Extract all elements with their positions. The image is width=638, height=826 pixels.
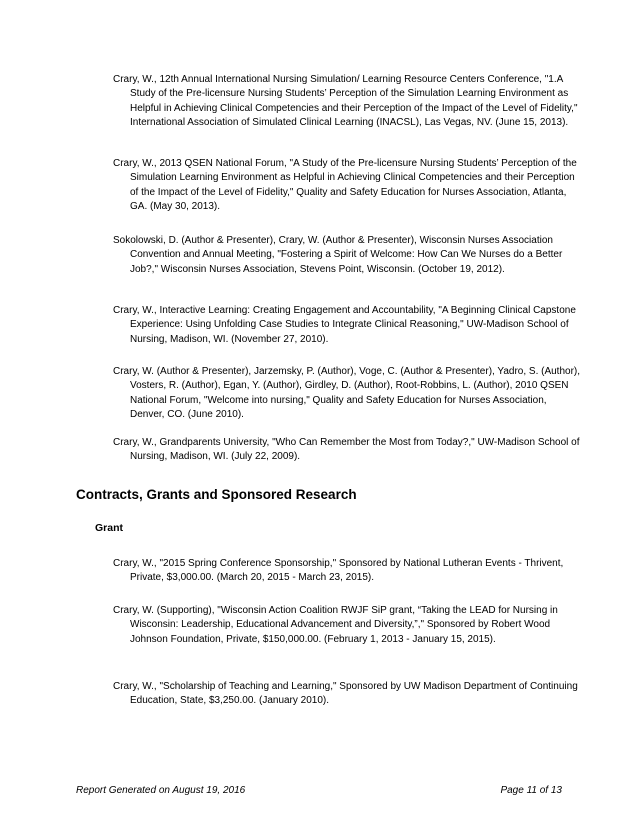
presentation-entry: Sokolowski, D. (Author & Presenter), Crary, W. (Author & Presenter), Wisconsin Nurses Association Convention and Annual Meeting, "Fostering a Spirit of Welcome: How Can We Nurses do a Better Job?," Wisconsin Nurses Association, Stevens Point, Wisconsin. (October 19, 2012). (113, 235, 563, 275)
presentation-entry: Crary, W., Interactive Learning: Creating Engagement and Accountability, "A Beginning Clinical Capstone Experience: Using Unfolding Case Studies to Integrate Clinical Reasoning," UW-Madison School of Nursing, Madison, WI. (November 27, 2010). (113, 305, 576, 345)
grant-entry: Crary, W., "Scholarship of Teaching and Learning," Sponsored by UW Madison Department of Continuing Education, State, $3,250.00. (January 2010). (113, 681, 578, 707)
grant-entry: Crary, W., "2015 Spring Conference Sponsorship," Sponsored by National Lutheran Events - Thrivent, Private, $3,000.00. (March 20, 2015 - March 23, 2015). (113, 558, 564, 584)
presentation-entry: Crary, W. (Author & Presenter), Jarzemsky, P. (Author), Voge, C. (Author & Presenter), Yadro, S. (Author), Vosters, R. (Author), Egan, Y. (Author), Girdley, D. (Author), Root-Robbins, L. (Author), 2010 QSEN National Forum, "Welcome into nursing," Quality and Safety Education for Nurses Association, Denver, CO. (June 2010). (113, 366, 581, 421)
footer-page-number: Page 11 of 13 (500, 785, 562, 796)
presentation-entry: Crary, W., 2013 QSEN National Forum, "A Study of the Pre-licensure Nursing Students’ Perception of the Simulation Learning Environment as Helpful in Achieving Clinical Competencies and their Perception of the Impact of the Level of Fidelity," Quality and Safety Education for Nurses Association, Atlanta, GA. (May 30, 2013). (113, 158, 577, 213)
section-heading: Contracts, Grants and Sponsored Research (76, 487, 357, 502)
presentation-entry: Crary, W., 12th Annual International Nursing Simulation/ Learning Resource Centers Conference, "1.A Study of the Pre-licensure Nursing Students’ Perception of the Simulation Learning Environment as Helpful in Achieving Clinical Competencies and their Perception of the Impact of the Level of Fidelity," International Association of Simulated Clinical Learning (INACSL), Las Vegas, NV. (June 15, 2013). (113, 74, 578, 129)
footer-report-date: Report Generated on August 19, 2016 (76, 785, 246, 796)
presentation-entry: Crary, W., Grandparents University, "Who Can Remember the Most from Today?," UW-Madison School of Nursing, Madison, WI. (July 22, 2009). (113, 437, 580, 463)
grant-entry: Crary, W. (Supporting), "Wisconsin Action Coalition RWJF SiP grant, “Taking the LEAD for Nursing in Wisconsin: Leadership, Educational Advancement and Diversity,”," Sponsored by Robert Wood Johnson Foundation, Private, $150,000.00. (February 1, 2013 - January 15, 2015). (113, 605, 558, 645)
subsection-heading: Grant (95, 522, 124, 534)
